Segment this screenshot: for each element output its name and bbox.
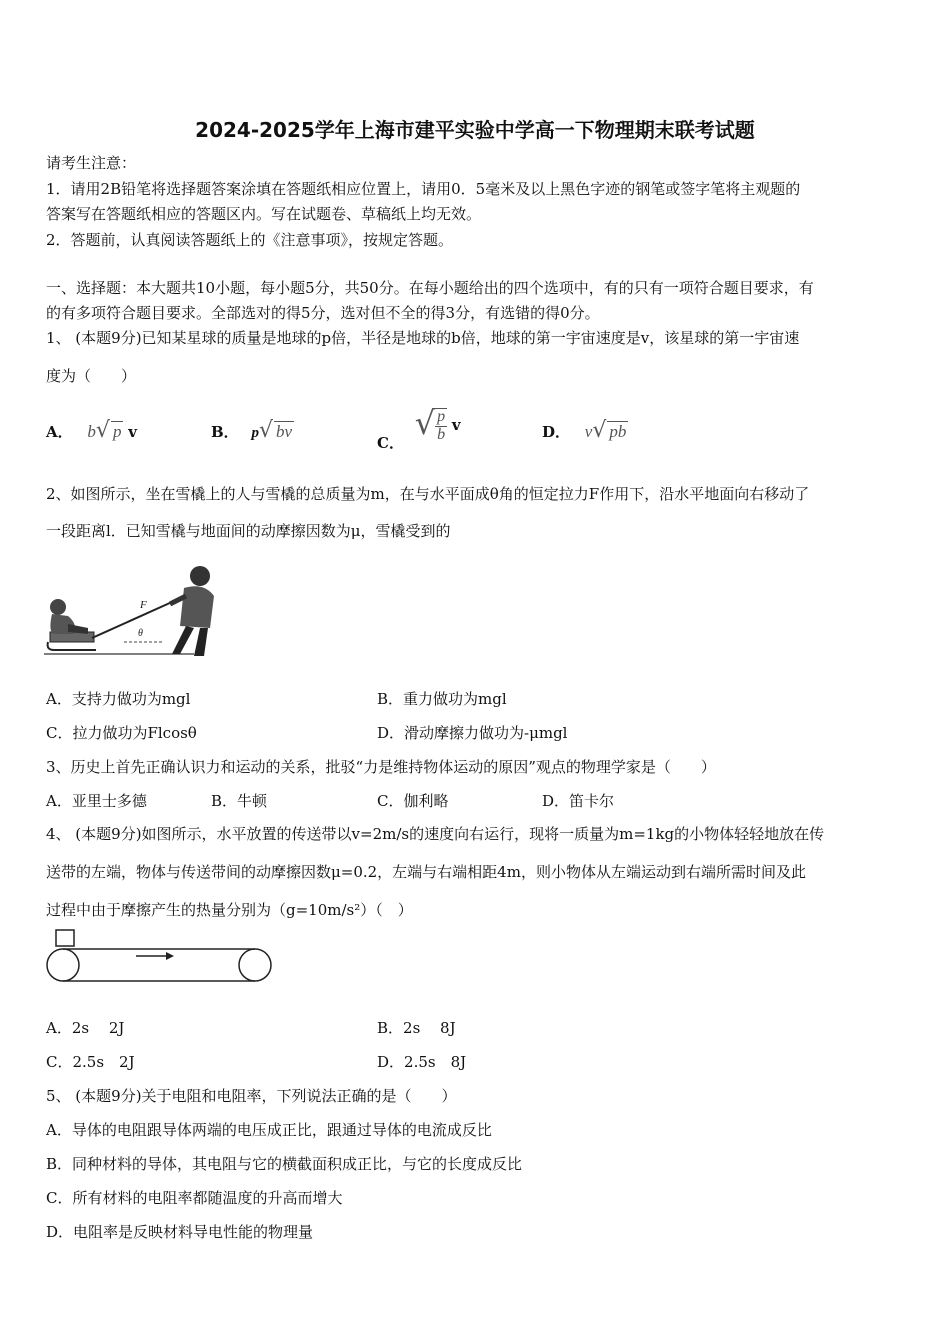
q2-option-d: D．滑动摩擦力做功为-μmgl [377,724,568,742]
q1-line2: 度为（ ） [46,367,137,385]
q2-line1: 2、如图所示，坐在雪橇上的人与雪橇的总质量为m，在与水平面成θ角的恒定拉力F作用下，沿水平地面向右移动了 [46,485,810,503]
q1-a-coef: b [87,422,96,441]
notice-item-2: 2．答题前，认真阅读答题纸上的《注意事项》，按规定答题。 [46,231,454,249]
q1-option-a: A． b√ p v [46,418,137,443]
q4-option-a: A．2s 2J [46,1019,125,1037]
q1-d-label: D． [542,423,571,441]
q1-b-coef: p [251,425,259,441]
q4-option-b: B．2s 8J [377,1019,456,1037]
q1-c-denominator: b [437,426,446,443]
sled-runner [48,642,96,650]
q5-line1: 5、 (本题9分)关于电阻和电阻率，下列说法正确的是（ ） [46,1087,457,1105]
q2-line2: 一段距离l．已知雪橇与地面间的动摩擦因数为μ，雪橇受到的 [46,522,451,540]
q4-option-d: D．2.5s 8J [377,1053,467,1071]
right-roller [239,949,271,981]
q5-option-a: A．导体的电阻跟导体两端的电压成正比，跟通过导体的电流成反比 [46,1121,492,1139]
q1-option-c: C． √ $\frac{p}{b}$ v [377,404,461,452]
q5-option-d: D．电阻率是反映材料导电性能的物理量 [46,1223,314,1241]
left-roller [47,949,79,981]
q2-option-c: C．拉力做功为Flcosθ [46,724,197,742]
q2-option-b: B．重力做功为mgl [377,690,507,708]
child-head [50,599,66,615]
q3-line1: 3、历史上首先正确认识力和运动的关系，批驳“力是维持物体运动的原因”观点的物理学家是（ ） [46,758,716,776]
q1-c-tail: v [451,416,461,434]
adult-coat [180,586,214,628]
q4-line2: 送带的左端，物体与传送带间的动摩擦因数μ=0.2，左端与右端相距4m，则小物体从左端运动到右端所需时间及此 [46,863,806,881]
q1-c-label: C． [377,434,404,452]
q1-c-numerator: p [437,408,446,426]
q4-line3: 过程中由于摩擦产生的热量分别为（g=10m/s²）（ ） [46,901,413,919]
q1-b-label: B． [211,423,239,441]
q3-option-c: C．伽利略 [377,792,449,810]
q4-option-c: C．2.5s 2J [46,1053,135,1071]
q5-option-b: B．同种材料的导体，其电阻与它的横截面积成正比，与它的长度成反比 [46,1155,523,1173]
force-label: F [140,599,147,611]
section1-line1: 一、选择题：本大题共10小题，每小题5分，共50分。在每小题给出的四个选项中，有的只有一项符合题目要求，有 [46,279,814,297]
q3-option-a: A．亚里士多德 [46,792,147,810]
page-title: 2024-2025学年上海市建平实验中学高一下物理期末联考试题 [195,118,755,142]
notice-heading: 请考生注意： [46,154,137,172]
q1-option-b: B． p√ bv [211,418,293,443]
q1-d-radicand: pb [609,422,627,441]
conveyor-figure [44,928,276,986]
q1-a-radicand: p [112,422,122,441]
q1-d-coef: v [584,422,593,441]
adult-leg-right [194,628,208,656]
q1-option-d: D． v√ pb [542,418,627,443]
adult-leg-left [172,626,194,654]
q2-option-a: A．支持力做功为mgl [46,690,191,708]
q3-option-d: D．笛卡尔 [542,792,615,810]
q1-a-label: A． [46,423,73,441]
small-block [56,930,74,946]
section1-line2: 的有多项符合题目要求。全部选对的得5分，选对但不全的得3分，有选错的得0分。 [46,304,600,322]
pull-rope [92,602,172,638]
q5-option-c: C．所有材料的电阻率都随温度的升高而增大 [46,1189,343,1207]
adult-head [190,566,210,586]
angle-label: θ [138,628,143,639]
q3-option-b: B．牛顿 [211,792,268,810]
notice-item-1a: 1．请用2B铅笔将选择题答案涂填在答题纸相应位置上，请用0．5毫米及以上黑色字迹的钢笔或签字笔将主观题的 [46,180,801,198]
sled-figure [44,562,224,660]
q1-line1: 1、 (本题9分)已知某星球的质量是地球的p倍，半径是地球的b倍，地球的第一宇宙速度是v，该星球的第一宇宙速 [46,329,800,347]
notice-item-1b: 答案写在答题纸相应的答题区内。写在试题卷、草稿纸上均无效。 [46,205,482,223]
q1-a-tail: v [128,423,137,441]
q1-b-radicand: bv [276,422,293,441]
arrow-head [166,952,174,960]
q4-line1: 4、 (本题9分)如图所示，水平放置的传送带以v=2m/s的速度向右运行，现将一质量为m=1kg的小物体轻轻地放在传 [46,825,825,843]
